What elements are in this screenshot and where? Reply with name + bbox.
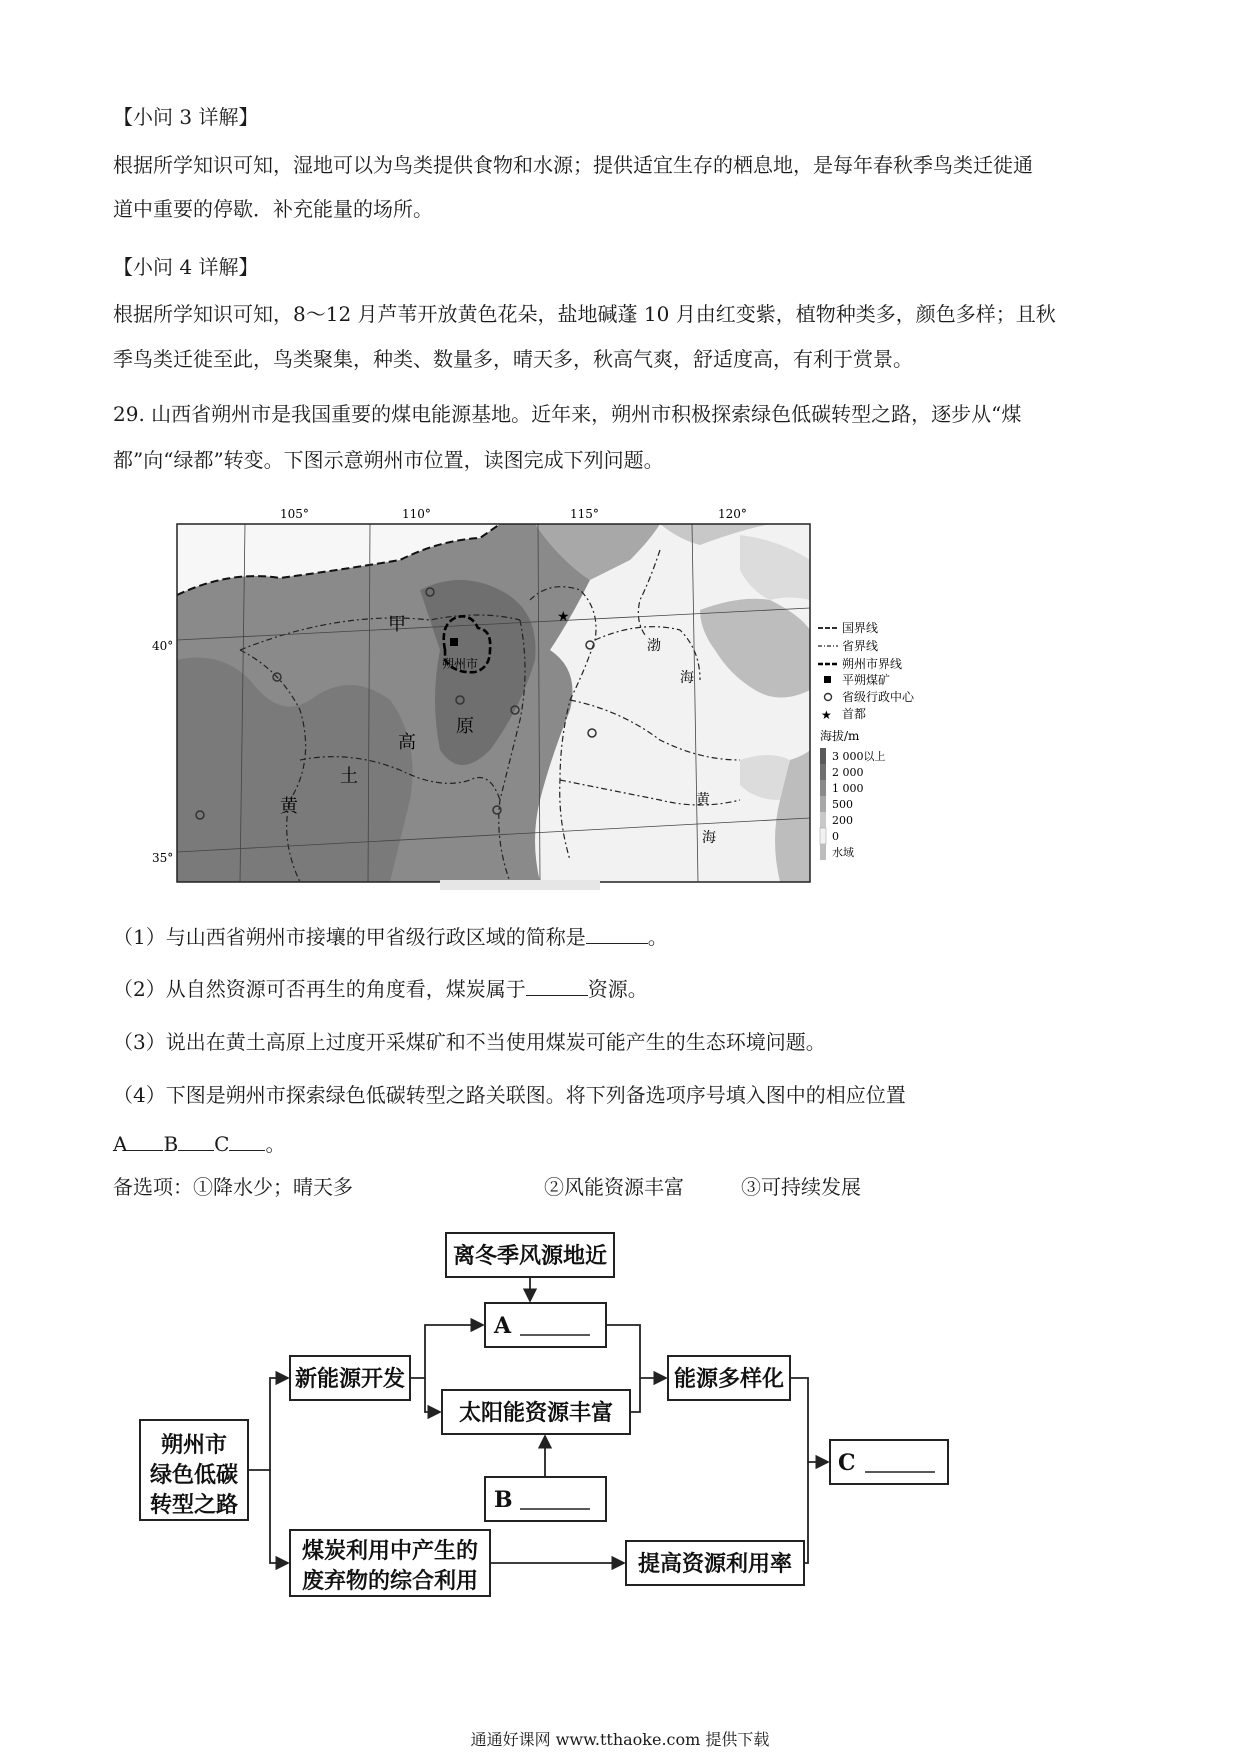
lon-label: 120° [718,507,747,521]
q3-heading: 【小问 3 详解】 [113,105,259,129]
question-29-line-1: 29. 山西省朔州市是我国重要的煤电能源基地。近年来，朔州市积极探索绿色低碳转型之路，逐步从“煤 [113,402,1022,426]
q3-answer-line-1: 根据所学知识可知，湿地可以为鸟类提供食物和水源；提供适宜生存的栖息地，是每年春秋季鸟类迁徙通 [113,153,1033,177]
sub-question-2 [113,975,648,1003]
province-jia-label: 甲 [388,614,406,635]
map-legend [818,620,915,860]
sub-question-1 [113,923,668,951]
start-text-line: 朔州市 [160,1432,228,1458]
legend-mine-icon [824,676,831,683]
box-b-label: B [494,1487,513,1513]
location-map [140,500,920,900]
legend-capital-center: 省级行政中心 [842,690,915,704]
box-a-label: A [494,1313,512,1339]
diversify-text: 能源多样化 [673,1366,785,1392]
region-label: 高 [398,732,416,753]
sub-question-3: （3）说出在黄土高原上过度开采煤矿和不当使用煤炭可能产生的生态环境问题。 [113,1030,826,1054]
label-b: B [163,1132,179,1156]
option-2: ②风能资源丰富 [544,1175,684,1199]
lat-label: 35° [152,851,174,865]
sub-question-2-text: （2）从自然资源可否再生的角度看，煤炭属于 [113,977,526,1001]
options-line-1: 备选项：①降水少；晴天多 [113,1175,353,1199]
answer-blank [229,1132,265,1151]
sub-question-4: （4）下图是朔州市探索绿色低碳转型之路关联图。将下列备选项序号填入图中的相应位置 [113,1083,906,1107]
legend-elevation-level: 水域 [832,846,854,859]
region-label: 原 [456,716,474,737]
sea-label: 海 [702,830,716,846]
waste-text-line: 废弃物的综合利用 [301,1568,479,1594]
q4-heading: 【小问 4 详解】 [113,255,259,279]
region-label: 黄 [280,796,298,817]
legend-elevation-level: 200 [832,814,853,827]
region-label: 土 [340,766,358,787]
new-energy-text: 新能源开发 [294,1366,406,1392]
sea-label: 海 [680,670,694,686]
answer-blank [178,1132,214,1151]
answer-blank [127,1132,163,1151]
legend-city-border: 朔州市界线 [842,657,903,671]
legend-star-icon: ★ [821,708,832,722]
legend-elevation-level: 500 [832,798,853,811]
q3-answer-line-2: 道中重要的停歇．补充能量的场所。 [113,197,433,221]
lon-label: 105° [280,507,309,521]
solar-text: 太阳能资源丰富 [458,1400,614,1426]
question-29-line-2: 都”向“绿都”转变。下图示意朔州市位置，读图完成下列问题。 [113,448,664,472]
footer: 通通好课网 www.tthaoke.com 提供下载 [470,1730,770,1749]
q4-answer-line-1: 根据所学知识可知，8～12 月芦苇开放黄色花朵，盐地碱蓬 10 月由红变紫，植物种类多，颜色多样；且秋 [113,302,1056,326]
watermark-strip [440,880,600,890]
waste-text-line: 煤炭利用中产生的 [301,1538,479,1564]
legend-elevation-level: 2 000 [832,766,864,779]
sub-question-2-end: 资源。 [587,977,648,1001]
option-3: ③可持续发展 [741,1175,861,1199]
relationship-flowchart [120,1200,980,1600]
sea-label: 黄 [696,792,710,808]
box-c-label: C [838,1450,856,1476]
legend-elevation-level: 3 000以上 [832,750,886,763]
efficiency-text: 提高资源利用率 [637,1551,793,1577]
coal-mine-marker [450,638,458,646]
shuozhou-label: 朔州市 [442,657,479,671]
lon-label: 115° [570,507,599,521]
legend-elevation-level: 1 000 [832,782,864,795]
label-a: A [113,1132,128,1156]
winter-wind-text: 离冬季风源地近 [452,1243,608,1269]
start-text-line: 转型之路 [149,1492,239,1518]
sub-question-1-end: 。 [647,925,668,949]
lon-label: 110° [402,507,431,521]
sea-label: 渤 [647,638,661,654]
q4-answer-line-2: 季鸟类迁徙至此，鸟类聚集，种类、数量多，晴天多，秋高气爽，舒适度高，有利于赏景。 [113,347,913,371]
legend-elevation-level: 0 [832,830,839,843]
legend-mine: 平朔煤矿 [842,673,891,687]
legend-national-border: 国界线 [842,621,879,635]
start-text-line: 绿色低碳 [149,1462,239,1488]
lat-label: 40° [152,639,174,653]
abc-answer-line [113,1130,285,1158]
legend-provincial-border: 省界线 [842,639,879,653]
capital-star-icon: ★ [557,609,570,625]
abc-end: 。 [265,1132,286,1156]
legend-national-capital: 首都 [842,707,867,721]
legend-elevation-title: 海拔/m [820,729,860,743]
sub-question-1-text: （1）与山西省朔州市接壤的甲省级行政区域的简称是 [113,925,586,949]
label-c: C [214,1132,230,1156]
answer-blank [586,925,648,944]
legend-capital-center-icon [825,694,832,701]
answer-blank [526,977,588,996]
